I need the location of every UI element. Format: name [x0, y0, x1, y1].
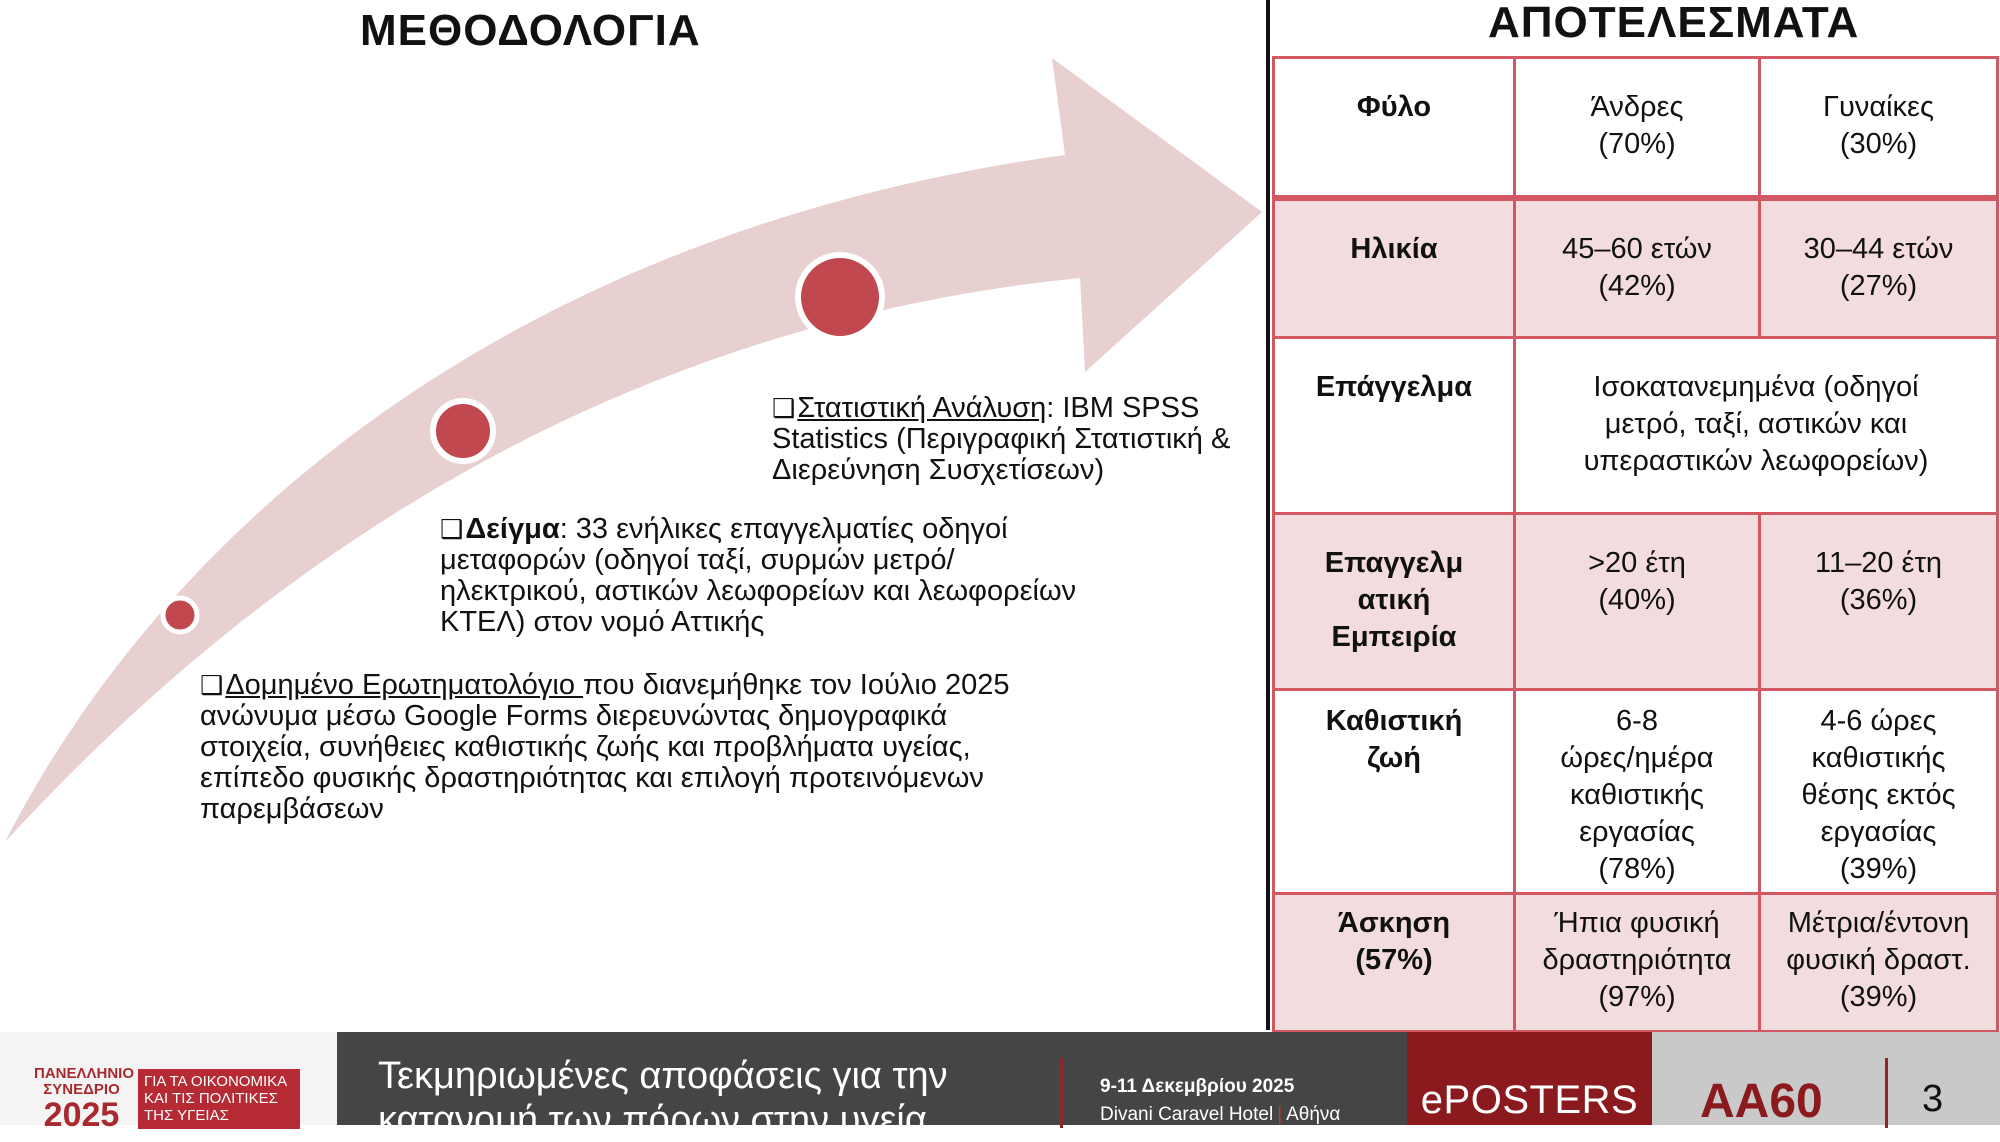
- row-label: Καθιστική ζωή: [1274, 690, 1515, 894]
- footer-separator: [1060, 1058, 1063, 1128]
- page-number: 3: [1922, 1078, 1944, 1120]
- method-item-label: Δομημένο Ερωτηματολόγιο: [225, 669, 584, 701]
- cell-value: 4-6 ώρες καθιστικής θέσης εκτός εργασίας (39%): [1760, 690, 1998, 894]
- method-item-sample: [440, 514, 1080, 638]
- method-item-text: : 33 ενήλικες επαγγελματίες οδηγοί μεταφορών (οδηγοί ταξί, συρμών μετρό/ηλεκτρικού, αστικών λεωφορείων και λεωφορείων ΚΤΕΛ) στον νομό Αττικής: [440, 513, 1077, 638]
- table-row: [1274, 514, 1998, 690]
- eposters-label: ePOSTERS: [1407, 1032, 1652, 1125]
- cell-value: >20 έτη (40%): [1515, 514, 1760, 690]
- results-title: ΑΠΟΤΕΛΕΣΜΑΤΑ: [1488, 0, 1860, 47]
- table-row: [1274, 198, 1998, 338]
- logo-text-left: ΠΑΝΕΛΛΗΝΙΟ ΣΥΝΕΔΡΙΟ 2025: [34, 1065, 135, 1134]
- results-table: [1272, 56, 1999, 1033]
- table-row: [1274, 58, 1998, 198]
- cell-value: Άνδρες (70%): [1515, 58, 1760, 198]
- timeline-dot-medium: [433, 401, 493, 461]
- footer-separator: [1885, 1058, 1888, 1128]
- cell-value: 6-8 ώρες/ημέρα καθιστικής εργασίας (78%): [1515, 690, 1760, 894]
- method-item-text: : IBM SPSS Statistics (Περιγραφική Στατιστική & Διερεύνηση Συσχετίσεων): [772, 392, 1231, 486]
- checkbox-bullet-icon: ❑: [440, 514, 464, 544]
- method-item-questionnaire: [200, 670, 1020, 825]
- row-label: Επάγγελμα: [1274, 338, 1515, 514]
- table-row: [1274, 338, 1998, 514]
- timeline-dot-small: [163, 598, 197, 632]
- method-item-label: Δείγμα: [465, 513, 560, 545]
- poster-code: AA60: [1700, 1075, 1823, 1128]
- method-item-text: που διανεμήθηκε τον Ιούλιο 2025 ανώνυμα μέσω Google Forms διερευνώντας δημογραφικά στοιχεία, συνήθειες καθιστικής ζωής και προβλήματα υγείας, επίπεδο φυσικής δραστηριότητας και επιλογή προτεινόμενων παρεμβάσεων: [200, 669, 1010, 825]
- methodology-title: ΜΕΘΟΔΟΛΟΓΙΑ: [360, 6, 701, 55]
- footer-slogan: Τεκμηριωμένες αποφάσεις για την κατανομή των πόρων στην υγεία: [378, 1055, 948, 1141]
- cell-value: Μέτρια/έντονη φυσική δραστ. (39%): [1760, 894, 1998, 1032]
- row-label: Ηλικία: [1274, 198, 1515, 338]
- footer-banner: [0, 1032, 2000, 1141]
- table-row: [1274, 690, 1998, 894]
- timeline-dot-large: [798, 255, 882, 339]
- footer-date: 9-11 Δεκεμβρίου 2025: [1100, 1076, 1295, 1097]
- method-item-label: Στατιστική Ανάλυση: [797, 392, 1047, 424]
- footer-venue: Divani Caravel Hotel | Αθήνα: [1100, 1104, 1341, 1125]
- method-item-statistical-analysis: [772, 393, 1242, 486]
- conference-logo: [0, 1032, 337, 1134]
- checkbox-bullet-icon: ❑: [200, 670, 224, 700]
- cell-value: Γυναίκες (30%): [1760, 58, 1998, 198]
- cell-value: 11–20 έτη (36%): [1760, 514, 1998, 690]
- row-label: Επαγγελμ ατική Εμπειρία: [1274, 514, 1515, 690]
- cell-value: 45–60 ετών (42%): [1515, 198, 1760, 338]
- logo-text-right: ΓΙΑ ΤΑ ΟΙΚΟΝΟΜΙΚΑ ΚΑΙ ΤΙΣ ΠΟΛΙΤΙΚΕΣ ΤΗΣ ΥΓΕΙΑΣ: [138, 1069, 300, 1129]
- checkbox-bullet-icon: ❑: [772, 393, 796, 423]
- table-row: [1274, 894, 1998, 1032]
- footer-city: Αθήνα: [1286, 1104, 1341, 1125]
- cell-value-merged: Ισοκατανεμημένα (οδηγοί μετρό, ταξί, αστικών και υπεραστικών λεωφορείων): [1515, 338, 1998, 514]
- cell-value: 30–44 ετών (27%): [1760, 198, 1998, 338]
- cell-value: Ήπια φυσική δραστηριότητα (97%): [1515, 894, 1760, 1032]
- logo-year: 2025: [43, 1096, 120, 1134]
- row-label: Άσκηση (57%): [1274, 894, 1515, 1032]
- row-label: Φύλο: [1274, 58, 1515, 198]
